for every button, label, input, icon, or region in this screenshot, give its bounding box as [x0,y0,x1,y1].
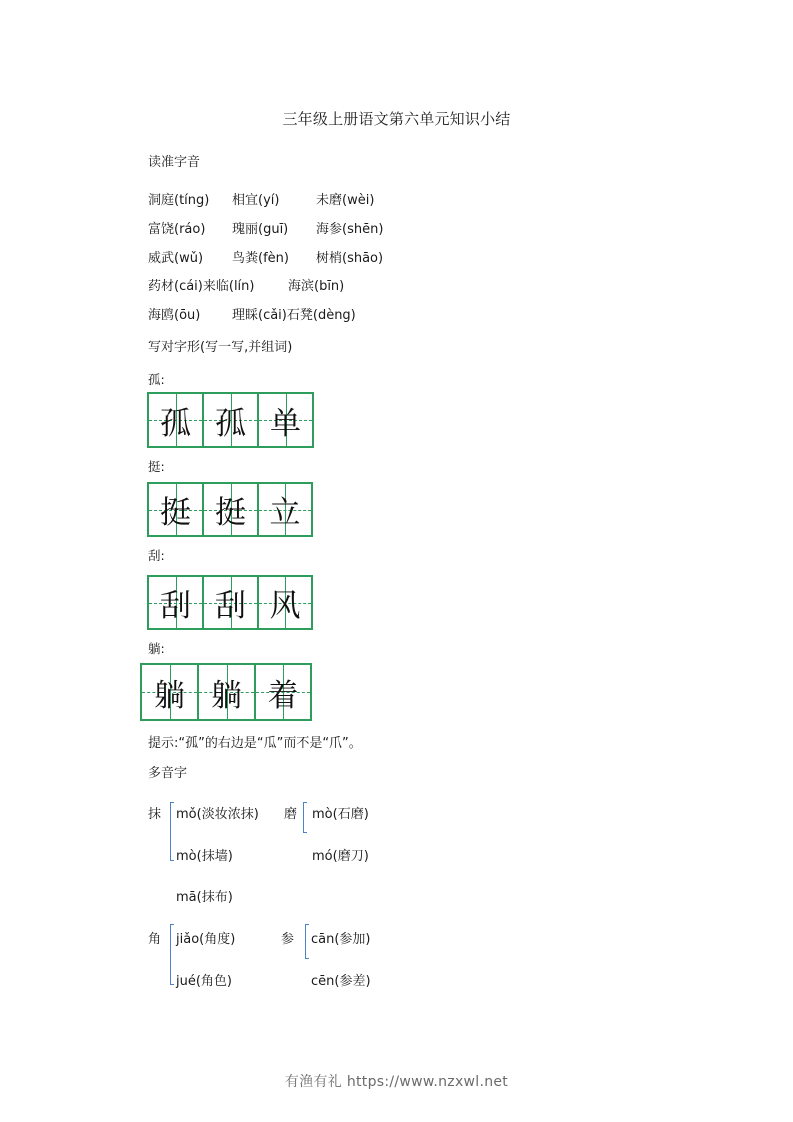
polyphone-reading: jiǎo(角度) [176,932,236,947]
word-item: 海滨(bīn) [288,279,345,294]
grid-cell: 躺 [199,665,256,719]
polyphone-char: 参 [281,932,295,947]
polyphone-reading: jué(角色) [176,974,232,989]
polyphone-reading: mó(磨刀) [312,849,369,864]
grid-cell: 挺 [149,484,204,535]
brace-icon [305,924,309,959]
polyphone-reading: cān(参加) [311,932,371,947]
grid-cell: 风 [259,577,311,628]
word-item: 富饶(ráo) [148,222,206,237]
brace-icon [303,802,307,833]
word-item: 洞庭(tíng) [148,193,210,208]
grid-cell: 刮 [149,577,204,628]
polyphone-reading: mò(石磨) [312,807,369,822]
polyphone-reading: mā(抹布) [176,890,233,905]
brace-icon [170,802,174,861]
section-heading-pronunciation: 读准字音 [148,155,201,170]
char-label: 挺: [148,459,165,474]
page-title: 三年级上册语文第六单元知识小结 [282,110,511,128]
grid-cell: 孤 [204,394,259,446]
tianzige-grid [140,663,312,721]
word-item: 海鸥(ōu) [148,308,201,323]
grid-cell: 挺 [204,484,259,535]
tianzige-grid [147,392,314,448]
tianzige-grid [147,575,313,630]
char-label: 孤: [148,372,165,387]
char-label: 躺: [148,641,165,656]
word-item: 鸟粪(fèn) [232,251,289,266]
char-label: 刮: [148,548,165,563]
tianzige-grid [147,482,313,537]
section-heading-writing: 写对字形(写一写,并组词) [148,340,293,355]
grid-cell: 着 [256,665,310,719]
word-item: 药材(cái)来临(lín) [148,279,255,294]
grid-cell: 立 [259,484,311,535]
grid-cell: 单 [259,394,312,446]
polyphone-reading: mǒ(淡妆浓抹) [176,807,259,822]
polyphone-char: 磨 [284,807,298,822]
polyphone-reading: mò(抹墙) [176,849,233,864]
word-item: 相宜(yí) [232,193,280,208]
word-item: 树梢(shāo) [316,251,384,266]
word-item: 威武(wǔ) [148,251,204,266]
grid-cell: 刮 [204,577,259,628]
polyphone-char: 抹 [148,807,162,822]
polyphone-reading: cēn(参差) [311,974,371,989]
footer-watermark: 有渔有礼 https://www.nzxwl.net [284,1074,509,1090]
word-item: 瑰丽(guī) [232,222,289,237]
word-item: 理睬(cǎi)石凳(dèng) [232,308,356,323]
grid-cell: 躺 [142,665,199,719]
word-item: 海参(shēn) [316,222,384,237]
section-heading-polyphones: 多音字 [148,766,188,781]
brace-icon [170,924,174,985]
polyphone-char: 角 [148,932,162,947]
word-item: 未磨(wèi) [316,193,375,208]
grid-cell: 孤 [149,394,204,446]
tip-text: 提示:“孤”的右边是“瓜”而不是“爪”。 [148,736,362,751]
